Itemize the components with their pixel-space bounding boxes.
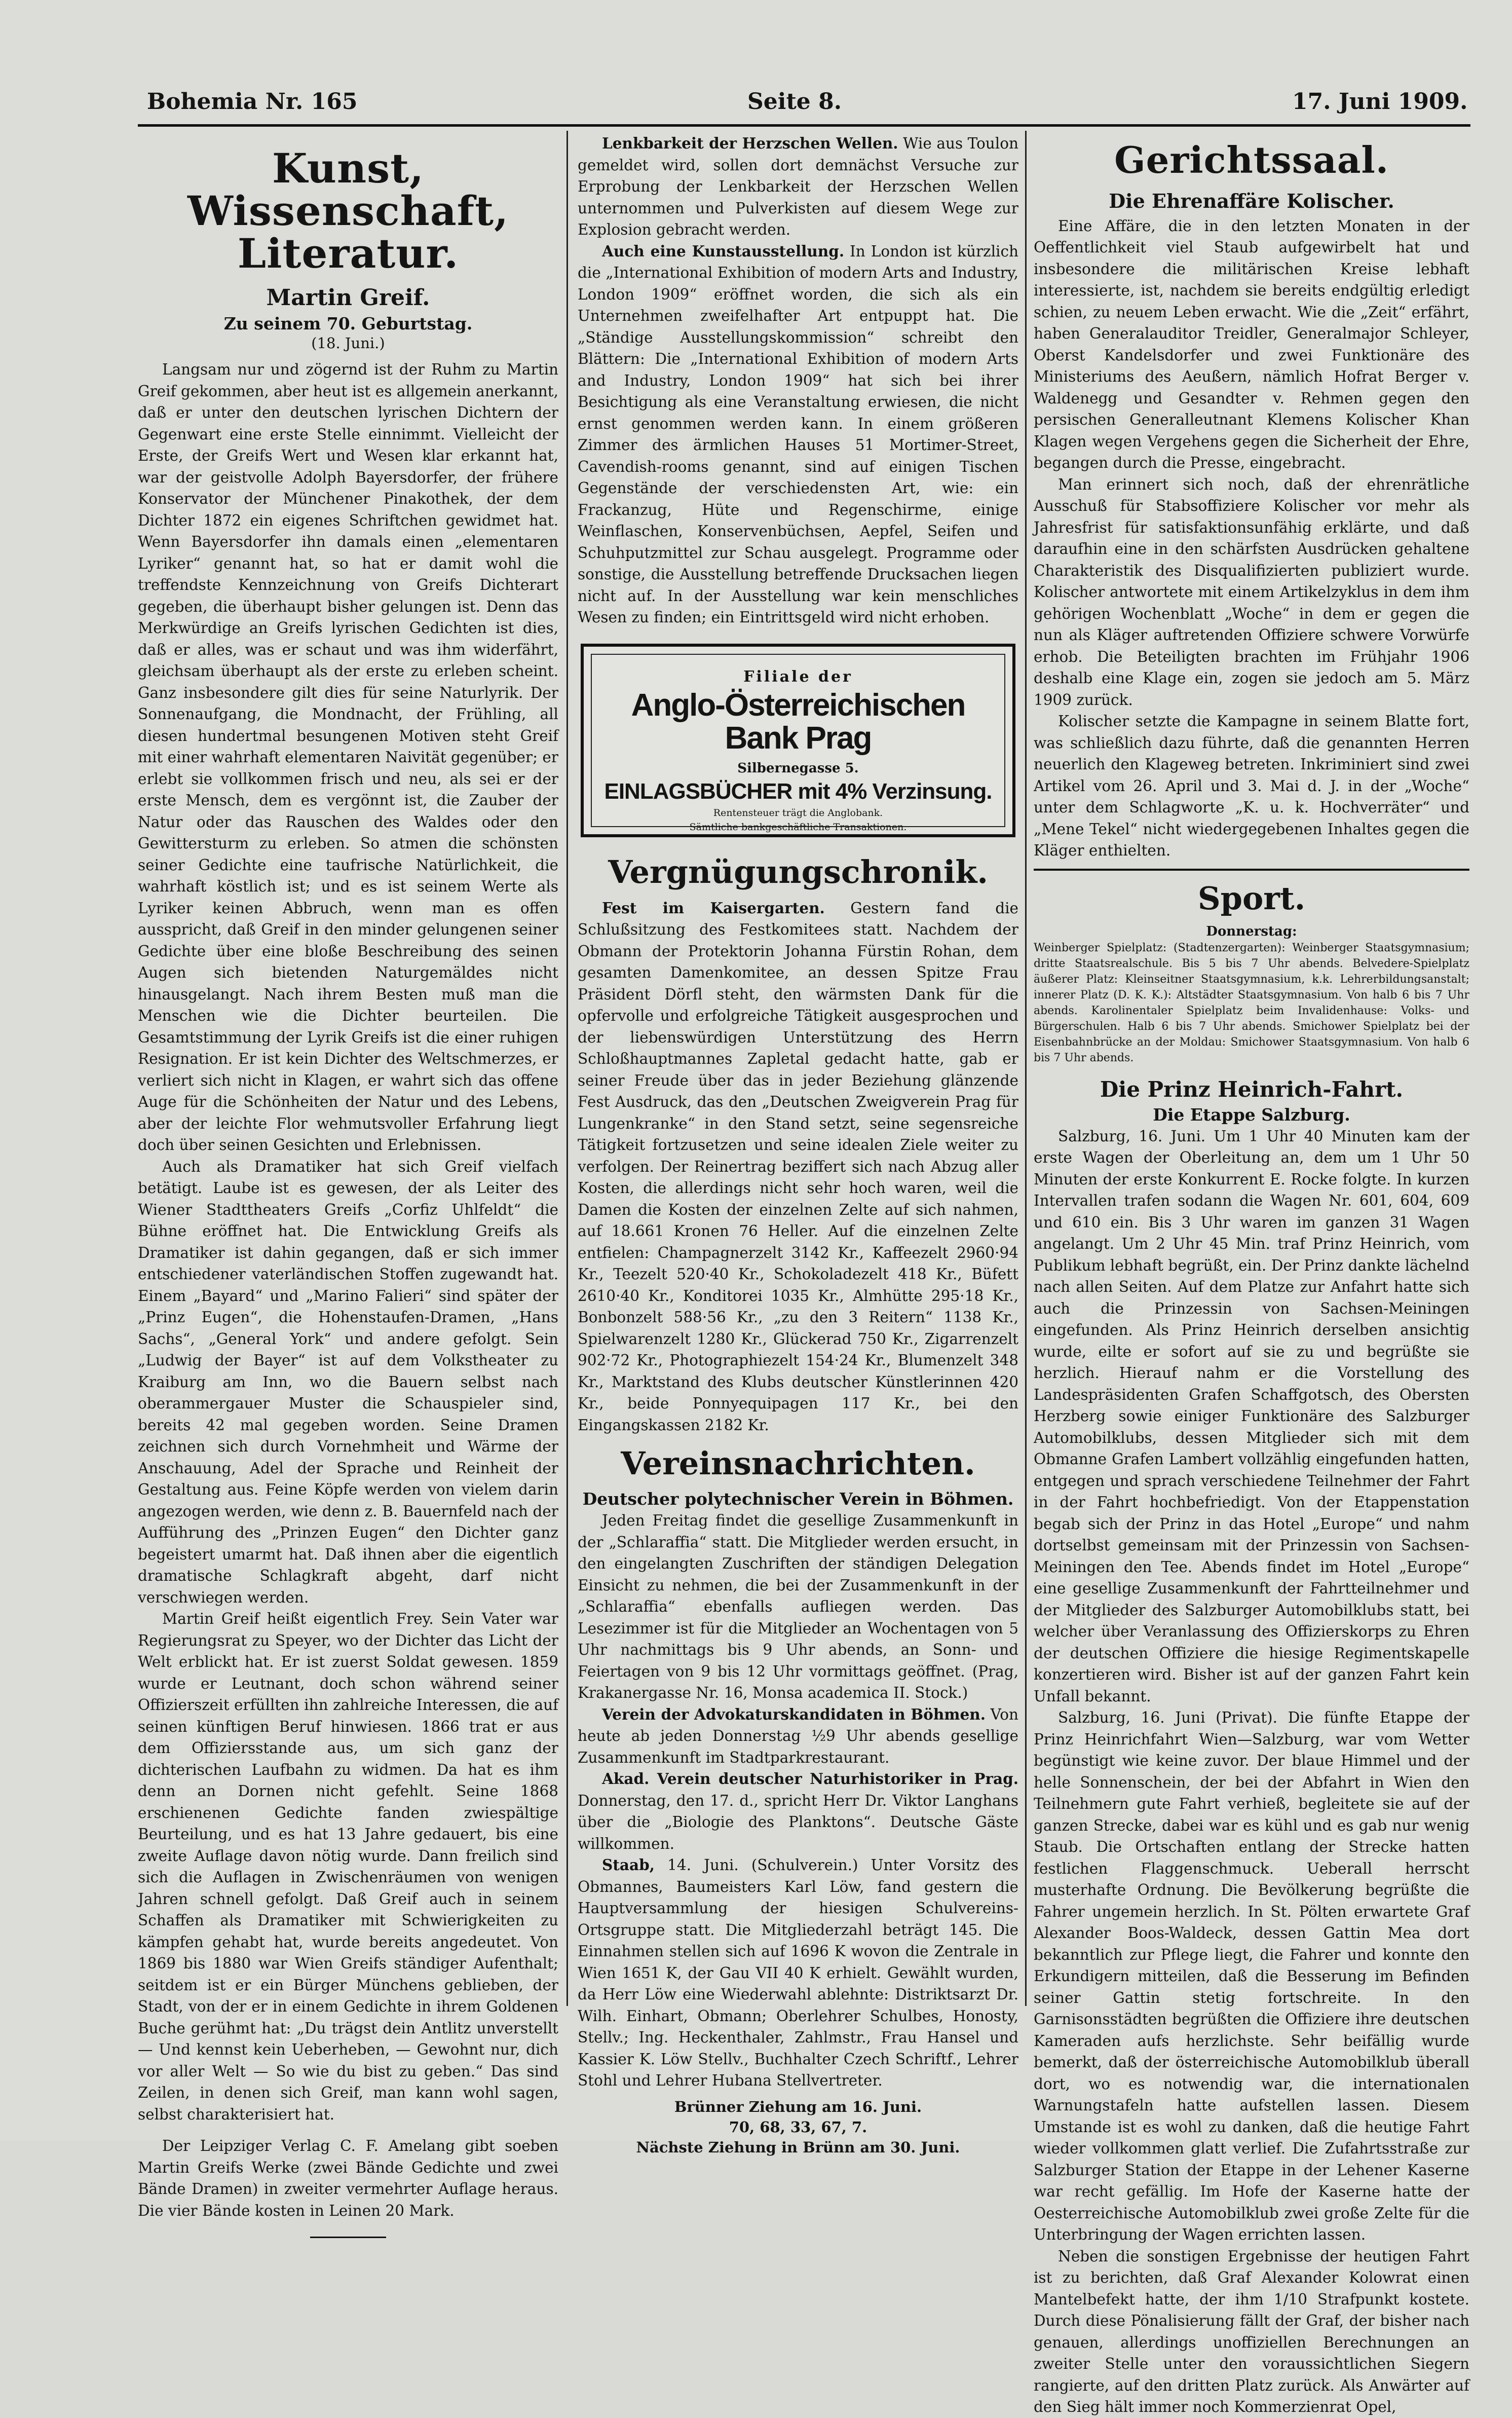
column-divider-1: [566, 131, 568, 2006]
lottery-box: [578, 2097, 1018, 2157]
lenkbarkeit-title: Lenkbarkeit der Herzschen Wellen.: [602, 134, 898, 152]
ehren-paragraph-1: Eine Affäre, die in den letzten Monaten in der Oeffentlichkeit viel Staub aufgewirbelt hat und insbesondere die militärischen Kreise lebhaft interessierte, ist, nachdem sie bereits endgültig erledigt schien, zu neuem Leben erwacht. Wie die „Zeit“ erfährt, haben Generalauditor Treidler, Generalmajor Schleyer, Oberst Kandelsdorfer und zwei Funktionäre des Ministeriums des Aeußern, nämlich Hofrat Berger v. Waldenegg und Gesandter v. Rehmen gegen den persischen Generalleutnant Klemens Kolischer Khan Klagen wegen Vergehens gegen die Sicherheit der Ehre, begangen durch die Presse, eingebracht.: [1034, 217, 1469, 472]
prinz-paragraph-2: Salzburg, 16. Juni (Privat). Die fünfte Etappe der Prinz Heinrichfahrt Wien—Salzburg, war vom Wetter begünstigt wie keine zuvor. Der blaue Himmel und der helle Sonnenschein, der bei der Abfahrt in Wien den Teilnehmern gute Fahrt verhieß, begleitete sie auf der ganzen Strecke, dabei war es kühl und es gab nur wenig Staub. Die Ortschaften entlang der Strecke hatten festlichen Flaggenschmuck. Ueberall herrscht musterhafte Ordnung. Die Bevölkerung begrüßte die Fahrer ungemein herzlich. In St. Pölten erwartete Graf Alexander Boos-Waldeck, dessen Gattin Mea dort bekanntlich zur Pflege liegt, die Fahrer und konnte den Erkundigern mitteilen, daß die Besserung im Befinden seiner Gattin stetig fortschreite. In den Garnisonsstädten begrüßten die Offiziere ihre deutschen Kameraden aufs herzlichste. Sehr beifällig wurde bemerkt, daß der österreichische Automobilklub überall dort, wo es notwendig war, die internationalen Warnungstafeln hatte aufstellen lassen. Diesem Umstande ist es wohl zu danken, daß die heutige Fahrt wieder vollkommen glatt verlief. Die Zufahrtsstraße zur Salzburger Station der Etappe in der Lehener Kaserne war recht gefällig. Im Hofe der Kaserne hatte der Oesterreichische Automobilklub zwei große Zelte für die Unterbringung der Wagen errichten lassen.: [1034, 1709, 1469, 2244]
verein-2-text: Von heute ab jeden Donnerstag ½9 Uhr abends gesellige Zusammenkunft im Stadtparkrestaurant.: [578, 1705, 1018, 1766]
fest-title: Fest im Kaisergarten.: [602, 899, 825, 917]
verein-1-title: Deutscher polytechnischer Verein in Böhmen.: [582, 1489, 1014, 1509]
verein-3-text: Donnerstag, den 17. d., spricht Herr Dr. Viktor Langhans über die „Biologie des Planktons“. Deutsche Gäste willkommen.: [578, 1792, 1018, 1852]
lenkbarkeit-text: Wie aus Toulon gemeldet wird, sollen dort demnächst Versuche zur Erprobung der Lenkbarkeit der Herzschen Wellen unternommen und Pulverkisten auf diesem Wege zur Explosion gebracht werden.: [578, 135, 1018, 238]
verein-4-paragraph: [578, 1854, 1018, 2092]
column-3: [1034, 133, 1469, 2416]
verein-1-text: Jeden Freitag findet die gesellige Zusammenkunft in der „Schlaraffia“ statt. Die Mitglieder werden ersucht, in den eingelangten Zuschriften der ständigen Delegation Einsicht zu nehmen, die bei der Zusammenkunft in der „Schlaraffia“ ebenfalls aufliegen werden. Das Lesezimmer ist für die Mitglieder an Wochentagen von 5 Uhr nachmittags bis 9 Uhr abends, an Sonn- und Feiertagen von 9 bis 12 Uhr vormittags geöffnet. (Prag, Krakanergasse Nr. 16, Monsa academica II. Stock.): [578, 1512, 1018, 1702]
article-title-greif: Martin Greif.: [266, 285, 430, 311]
lottery-numbers: 70, 68, 33, 67, 7.: [729, 2118, 867, 2136]
ad-inner-frame: [591, 654, 1005, 833]
verein-2-title: Verein der Advokaturskandidaten in Böhmen.: [602, 1705, 986, 1723]
header-date: 17. Juni 1909.: [1292, 89, 1468, 115]
prinz-title: Die Prinz Heinrich-Fahrt.: [1100, 1076, 1404, 1102]
sport-schedule-text: Weinberger Spielplatz: (Stadtenzergarten): Weinberger Staatsgymnasium; dritte Staatsrealschule. Bis 5 bis 7 Uhr abends. Belvedere-Spielplatz äußerer Platz: Kleinseitner Staatsgymnasium, k.k. Lehrerbildungsanstalt; innerer Platz (D. K. K.): Altstädter Staatsgymnasium. Von halb 6 bis 7 Uhr abends. Karolinentaler Spielplatz beim Invalidenhause: Volks- und Bürgerschulen. Halb 6 bis 7 Uhr abends. Smichower Spielplatz bei der Eisenbahnbrücke an der Moldau: Smichower Staatsgymnasium. Von halb 6 bis 7 Uhr abends.: [1034, 941, 1469, 1064]
kunstausstellung-text: In London ist kürzlich die „International Exhibition of modern Arts and Industry, London 1909“ eröffnet worden, die sich als ein Unternehmen zweifelhafter Art entpuppt hat. Die „Ständige Ausstellungskommission“ schreibt den Blättern: Die „International Exhibition of modern Arts and Industry, London 1909“ hat sich bei ihrer Besichtigung als eine Veranstaltung erwiesen, die nicht ernst genommen werden kann. In einem größeren Zimmer des ärmlichen Hauses 51 Mortimer-Street, Cavendish-rooms genannt, sind auf einigen Tischen Gegenstände der verschiedensten Art, wie: ein Frackanzug, Hüte und Regenschirme, einige Weinflaschen, Konservenbüchsen, Aepfel, Seifen und Schuhputzmittel zur Schau ausgelegt. Programme oder sonstige, die Ausstellung betreffende Drucksachen liegen nicht auf. In der Ausstellung war kein menschliches Wesen zu finden; ein Eintrittsgeld wird nicht erhoben.: [578, 242, 1018, 626]
greif-paragraph-1: Langsam nur und zögernd ist der Ruhm zu Martin Greif gekommen, aber heut ist es allgemein anerkannt, daß er unter den deutschen lyrischen Dichtern der Gegenwart eine erste Stelle einnimmt. Vielleicht der Erste, der Greifs Wert und Wesen klar erkannt hat, war der geistvolle Adolph Bayersdorfer, der frühere Konservator der Münchener Pinakothek, der dem Dichter 1872 ein eigenes Schriftchen gewidmet hat. Wenn Bayersdorfer ihn damals einen „elementaren Lyriker“ genannt hat, so hat er damit wohl die treffendste Kennzeichnung von Greifs Dichterart gegeben, die überhaupt bisher gelungen ist. Denn das Merkwürdige an Greifs lyrischen Gedichten ist dies, daß er alles, was er schaut und was ihm widerfährt, gleichsam überhaupt als der erste zu erleben scheint. Ganz insbesondere gilt dies für seine Naturlyrik. Der Sonnenaufgang, die Mondnacht, der Frühling, all diesen hundertmal besungenen Motiven steht Greif mit einer wahrhaft elementaren Naivität gegenüber; er erlebt sie vollkommen frisch und neu, als sei er der erste Mensch, dem es vergönnt ist, die Zauber der Natur oder das Rauschen des Waldes oder den Gewittersturm zu erleben. So atmen die schönsten seiner Gedichte eine taufrische Natürlichkeit, die wahrhaft köstlich ist; und es ist seinem Werte als Lyriker keinen Abbruch, wenn man es offen ausspricht, daß Greif in den minder gelungenen seiner Gedichte über eine bloße Beschreibung des seinen Augen sich bietenden Naturgemäldes nicht hinausgelangt. Nach ihrem Besten muß man die Menschen wie die Dichter beurteilen. Die Gesamtstimmung der Lyrik Greifs ist die einer ruhigen Resignation. Er ist kein Dichter des Weltschmerzes, er verliert sich nicht in Klagen, er wahrt sich das offene Auge für die Schönheiten der Natur und des Lebens, aber der leichte Flor wehmutsvoller Erfahrung liegt doch über seinen Gesichten und Erlebnissen.: [138, 361, 558, 1154]
article-date-greif: (18. Juni.): [311, 334, 385, 352]
column-1: [138, 137, 558, 2219]
end-rule: [310, 2237, 386, 2238]
ehren-paragraph-3: Kolischer setzte die Kampagne in seinem Blatte fort, was schließlich dazu führte, daß die genannten Herren neuerlich den Klageweg betreten. Inkriminiert sind zwei Artikel vom 26. April und 3. Mai d. J. in der „Woche“ unter dem Schlagworte „K. u. k. Hochverräter“ und „Mene Tekel“ nicht wiedergegebenen Inhaltes gegen die Kläger enthielten.: [1034, 713, 1469, 860]
section-title-vergnuegung: Vergnügungschronik.: [608, 853, 988, 890]
column-divider-2: [1025, 131, 1027, 2006]
verein-2-paragraph: [578, 1704, 1018, 1769]
lottery-line-3: Nächste Ziehung in Brünn am 30. Juni.: [636, 2138, 960, 2156]
section-title-gericht: Gerichtssaal.: [1114, 138, 1389, 181]
section-title-kunst: Kunst, Wissenschaft, Literatur.: [187, 144, 509, 277]
ad-filiale: Filiale der: [743, 667, 853, 686]
lenkbarkeit-paragraph: [578, 133, 1018, 241]
sport-schedule: [1034, 924, 1469, 1066]
header-issue: Bohemia Nr. 165: [147, 89, 358, 115]
ehren-title: Die Ehrenaffäre Kolischer.: [1109, 189, 1394, 212]
page-header: [142, 89, 1469, 119]
verein-3-title: Akad. Verein deutscher Naturhistoriker in Prag.: [602, 1770, 1018, 1788]
etappe-title: Die Etappe Salzburg.: [1153, 1104, 1350, 1125]
prinz-paragraph-1: Salzburg, 16. Juni. Um 1 Uhr 40 Minuten kam der erste Wagen der Oberleitung an, dem um 1 Uhr 50 Minuten der erste Konkurrent E. Rocke folgte. In kurzen Intervallen trafen sodann die Wagen Nr. 601, 604, 609 und 610 ein. Bis 3 Uhr waren im ganzen 31 Wagen angelangt. Um 2 Uhr 45 Min. traf Prinz Heinrich, vom Publikum lebhaft begrüßt, ein. Der Prinz dankte lächelnd nach allen Seiten. Auf dem Platze zur Anfahrt hatte sich auch die Prinzessin von Sachsen-Meiningen eingefunden. Als Prinz Heinrich derselben ansichtig wurde, eilte er sofort auf sie zu und begrüßte sie herzlich. Hierauf nahm er die Vorstellung des Landespräsidenten Grafen Schaffgotsch, des Obersten Herzberg sowie einiger Funktionäre des Salzburger Automobilklubs, dessen Mitglieder sich mit dem Obmanne Grafen Lambert vollzählig eingefunden hatten, entgegen und sprach verschiedene Teilnehmer der Fahrt in der Fahrt hochbefriedigt. Von der Etappenstation begab sich der Prinz in das Hotel „Europe“ und nahm dortselbst gemeinsam mit der Prinzessin von Sachsen-Meiningen den Tee. Abends findet im Hotel „Europe“ eine gesellige Zusammenkunft der Fahrtteilnehmer und der Mitglieder des Salzburger Automobilklubs statt, bei welcher über Veranlassung des Offizierskorps zu Ehren der deutschen Offiziere die hiesige Regimentskapelle konzertieren wird. Bisher ist auf der ganzen Fahrt kein Unfall bekannt.: [1034, 1127, 1469, 1705]
ad-address: Silbernegasse 5.: [737, 760, 859, 776]
ad-note-1: Rentensteuer trägt die Anglobank.: [713, 807, 883, 819]
greif-paragraph-2: Auch als Dramatiker hat sich Greif vielfach betätigt. Laube ist es gewesen, der als Leiter des Wiener Stadttheaters Greifs „Corfiz Uhlfeldt“ die Bühne eröffnet hat. Die Entwicklung Greifs als Dramatiker ist dahin gegangen, daß er sich immer entschiedener vaterländischen Stoffen zugewandt hat. Einem „Bayard“ und „Marino Falieri“ sind später der „Prinz Eugen“, die Hohenstaufen-Dramen, „Hans Sachs“, „General York“ und andere gefolgt. Sein „Ludwig der Bayer“ ist auf dem Volkstheater zu Kraiburg am Inn, wo die Bauern selbst nach oberammergauer Muster die Schauspieler sind, bereits 42 mal gegeben worden. Seine Dramen zeichnen sich durch Vornehmheit und Wärme der Anschauung, Adel der Sprache und Reinheit der Gestaltung aus. Feine Köpfe werden von vielem darin angezogen werden, wie denn z. B. Bauernfeld nach der Aufführung des „Prinzen Eugen“ den Dichter ganz begeistert umarmt hat. Daß ihnen aber die eigentlich dramatische Schlagkraft abgeht, darf nicht verschwiegen werden.: [138, 1158, 558, 1606]
ad-bank-name: Anglo-Österreichischen Bank Prag: [631, 687, 965, 756]
bank-advertisement: [581, 644, 1015, 837]
section-title-verein: Vereinsnachrichten.: [621, 1445, 975, 1482]
verein-4-text: 14. Juni. (Schulverein.) Unter Vorsitz des Obmannes, Baumeisters Karl Löw, fand gestern die Hauptversammlung der hiesigen Schulvereins-Ortsgruppe statt. Die Mitgliederzahl beträgt 145. Die Einnahmen stellen sich auf 1696 K wovon die Zentrale in Wien 1651 K, der Gau VII 40 K erhielt. Gewählt wurden, da Herr Löw eine Wiederwahl ablehnte: Distriktsarzt Dr. Wilh. Einhart, Obmann; Oberlehrer Schulbes, Honosty, Stellv.; Ing. Heckenthaler, Zahlmstr., Frau Hansel und Kassier K. Löw Stellv., Buchhalter Czech Schriftf., Lehrer Stohl und Lehrer Hubana Stellvertreter.: [578, 1856, 1018, 2090]
column-2: [578, 133, 1018, 2156]
lottery-line-1: Brünner Ziehung am 16. Juni.: [674, 2098, 922, 2115]
sport-rule: [1034, 869, 1469, 871]
prinz-paragraph-3: Neben die sonstigen Ergebnisse der heutigen Fahrt ist zu berichten, daß Graf Alexander Kolowrat einen Mantelbefekt hatte, der ihm 1/10 Strafpunkt kostete. Durch diese Pönalisierung fällt der Graf, der bisher nach genauen, allerdings unoffiziellen Berechnungen an zweiter Stelle unter den voraussichtlichen Siegern rangierte, auf den dritten Platz zurück. Als Anwärter auf den Sieg hält immer noch Kommerzienrat Opel,: [1034, 2247, 1469, 2416]
ad-einlage: EINLAGSBÜCHER mit 4% Verzinsung.: [604, 778, 992, 804]
greif-paragraph-3: Martin Greif heißt eigentlich Frey. Sein Vater war Regierungsrat zu Speyer, wo der Dichter das Licht der Welt erblickt hat. Er ist zuerst Soldat gewesen. 1859 wurde er Leutnant, doch schon während seiner Offizierszeit erfüllten ihn zahlreiche Interessen, die auf seinen künftigen Beruf hinwiesen. 1866 trat er aus dem Offiziersstande aus, um sich ganz der dichterischen Laufbahn zu widmen. Da hat es ihm denn an Dornen nicht gefehlt. Seine 1868 erschienenen Gedichte fanden zwiespältige Beurteilung, und es hat 13 Jahre gedauert, bis eine zweite Auflage davon nötig wurde. Dann freilich sind sich die Auflagen in Zwischenräumen von wenigen Jahren schnell gefolgt. Daß Greif auch in seinem Schaffen als Dramatiker mit Schwierigkeiten zu kämpfen gehabt hat, wurde bereits angedeutet. Von 1869 bis 1880 war Wien Greifs ständiger Aufenthalt; seitdem ist er ein Bürger Münchens geblieben, der Stadt, von der er in einem Gedichte in ihrem Goldenen Buche gerühmt hat: „Du trägst dein Antlitz unverstellt — Und kennst kein Ueberheben, — Gewohnt nur, dich vor aller Welt — So wie du bist zu geben.“ Das sind Zeilen, in denen sich Greif, man kann wohl sagen, selbst charakterisiert hat.: [138, 1610, 558, 2123]
kunstausstellung-paragraph: [578, 241, 1018, 628]
header-page-number: Seite 8.: [747, 89, 842, 115]
header-rule: [138, 124, 1470, 127]
sport-day: Donnerstag:: [1206, 923, 1297, 939]
fest-paragraph: [578, 898, 1018, 1436]
section-title-sport: Sport.: [1197, 879, 1306, 917]
fest-text: Gestern fand die Schlußsitzung des Festkomitees statt. Nachdem der Obmann der Protektorin Johanna Fürstin Rohan, dem gesamten Damenkomitee, an dessen Spitze Frau Präsident Dörfl steht, den wärmsten Dank für die opfervolle und erfolgreiche Tätigkeit ausgesprochen und der liebenswürdigen Unterstützung des Herrn Schloßhauptmannes Zapletal gedacht hatte, gab er seiner Freude über das in jeder Beziehung glänzende Fest Ausdruck, das den „Deutschen Zweigverein Prag für Lungenkranke“ in den Stand setzt, seine segensreiche Tätigkeit fortzusetzen und seine idealen Ziele weiter zu verfolgen. Der Reinertrag beziffert sich nach Abzug aller Kosten, die allerdings nicht sehr hoch waren, weil die Damen die Kosten der einzelnen Zelte auf sich nahmen, auf 18.661 Kronen 76 Heller. Auf die einzelnen Zelte entfielen: Champagnerzelt 3142 Kr., Kaffeezelt 2960·94 Kr., Teezelt 520·40 Kr., Schokoladezelt 418 Kr., Büfett 2610·40 Kr., Konditorei 1035 Kr., Almhütte 295·18 Kr., Bonbonzelt 588·56 Kr., „zu den 3 Reitern“ 1138 Kr., Spielwarenzelt 1280 Kr., Glückerad 750 Kr., Zigarrenzelt 902·72 Kr., Photographiezelt 154·24 Kr., Blumenzelt 348 Kr., Marktstand des Klubs deutscher Künstlerinnen 420 Kr., beide Ponnyequipagen 117 Kr., bei den Eingangskassen 2182 Kr.: [578, 899, 1018, 1434]
verein-4-title: Staab,: [602, 1856, 655, 1874]
greif-paragraph-4: Der Leipziger Verlag C. F. Amelang gibt soeben Martin Greifs Werke (zwei Bände Gedichte und zwei Bände Dramen) in zweiter vermehrter Auflage heraus. Die vier Bände kosten in Leinen 20 Mark.: [138, 2137, 558, 2219]
ad-note-2: Sämtliche bankgeschäftliche Transaktionen.: [689, 821, 907, 833]
kunstausstellung-title: Auch eine Kunstausstellung.: [602, 242, 845, 260]
article-subtitle-greif: Zu seinem 70. Geburtstag.: [223, 314, 473, 333]
verein-3-paragraph: [578, 1768, 1018, 1854]
ehren-paragraph-2: Man erinnert sich noch, daß der ehrenrätliche Ausschuß für Stabsoffiziere Kolischer vor mehr als Jahresfrist für satisfaktionsunfähig erklärte, und daß daraufhin eine in den schärfsten Ausdrücken gehaltene Charakteristik des Disqualifizierten publiziert wurde. Kolischer antwortete mit einem Artikelzyklus in dem ihm gehörigen Wochenblatt „Woche“ in dem er gegen die nun als Kläger auftretenden Offiziere schwere Vorwürfe erhob. Die Beteiligten brachten im Frühjahr 1906 deshalb eine Klage ein, zogen sie jedoch am 5. März 1909 zurück.: [1034, 475, 1469, 709]
